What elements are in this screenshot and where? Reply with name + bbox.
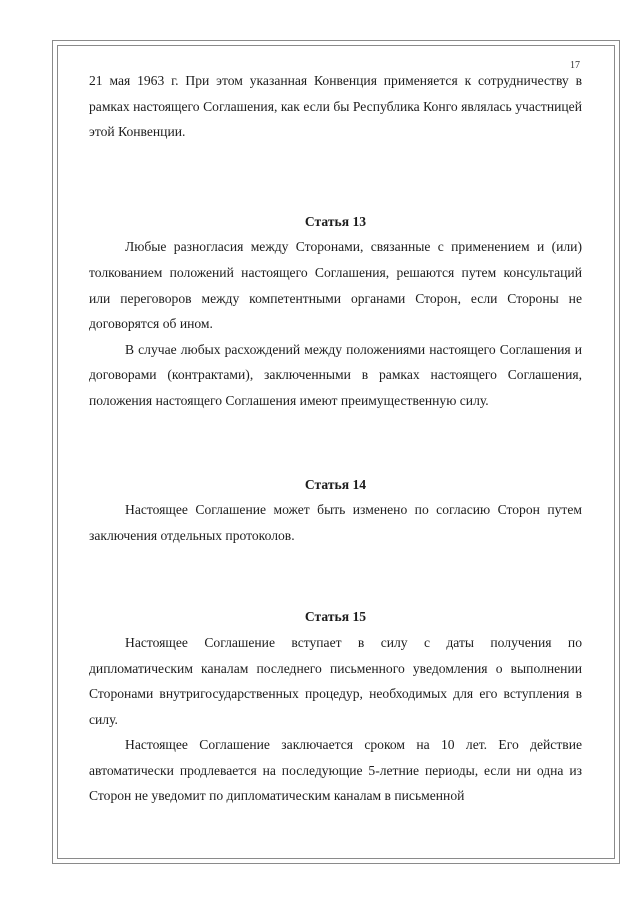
article-13-paragraph-2: В случае любых расхождений между положениями настоящего Соглашения и договорами (контрактами), заключенными в рамках настоящего Соглашения, положения настоящего Соглашения имеют преимущественную силу. <box>89 341 582 408</box>
article-15-paragraph-1: Настоящее Соглашение вступает в силу с даты получения по дипломатическим каналам последнего письменного уведомления о выполнении Сторонами внутригосударственных процедур, необходимых для его вступления в силу. <box>89 634 582 727</box>
article-15-paragraph-2: Настоящее Соглашение заключается сроком на 10 лет. Его действие автоматически продлевается на последующие 5-летние периоды, если ни одна из Сторон не уведомит по дипломатическим каналам в письменной <box>89 737 582 804</box>
document-body <box>89 68 582 809</box>
intro-paragraph: 21 мая 1963 г. При этом указанная Конвенция применяется к сотрудничеству в рамках настоящего Соглашения, как если бы Республика Конго являлась участницей этой Конвенции. <box>89 73 582 140</box>
article-13-paragraph-1: Любые разногласия между Сторонами, связанные с применением и (или) толкованием положений настоящего Соглашения, решаются путем консультаций или переговоров между компетентными органами Сторон, если Стороны не договорятся об ином. <box>89 239 582 332</box>
article-15-heading: Статья 15 <box>304 609 367 625</box>
article-14-paragraph-1: Настоящее Соглашение может быть изменено по согласию Сторон путем заключения отдельных протоколов. <box>89 502 582 543</box>
article-13-heading: Статья 13 <box>304 213 367 229</box>
article-14-heading: Статья 14 <box>304 476 367 492</box>
page-number: 17 <box>570 60 580 71</box>
